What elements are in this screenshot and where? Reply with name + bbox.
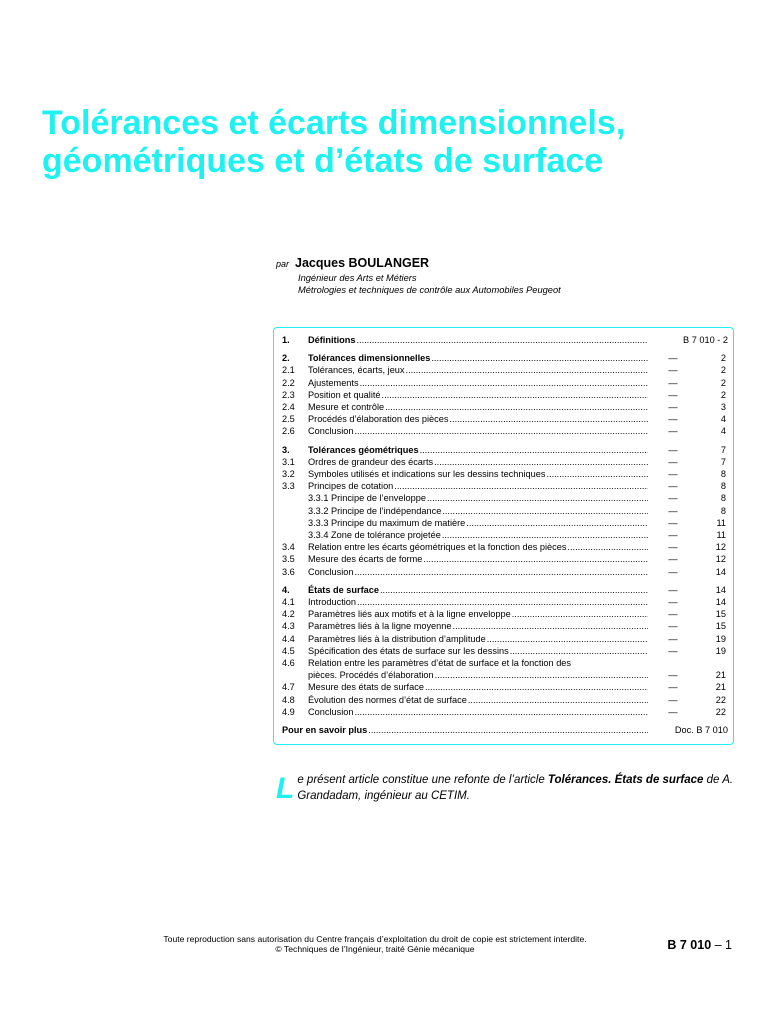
toc-label: Principes de cotation xyxy=(308,481,394,492)
toc-page: 11 xyxy=(716,517,726,528)
intro-text-2: de A. Grandadam, ingénieur au CETIM. xyxy=(297,774,734,802)
toc-label: Pour en savoir plus xyxy=(282,725,368,736)
toc-number: 4.5 xyxy=(282,645,295,656)
toc-row xyxy=(282,541,728,553)
toc-dash: — xyxy=(668,645,678,656)
toc-label: 3.3.3 Principe du maximum de matière xyxy=(308,517,466,528)
toc-row xyxy=(282,553,728,565)
toc-label: Conclusion xyxy=(308,426,354,437)
toc-dash: — xyxy=(668,377,678,388)
toc-label: Position et qualité xyxy=(308,389,381,400)
toc-label: Paramètres liés à la distribution d’amplitude xyxy=(308,633,486,644)
toc-number: 4.9 xyxy=(282,706,295,717)
author-par: par xyxy=(276,259,290,269)
intro-emphasis: Tolérances. États de surface xyxy=(547,774,704,786)
toc-dash: — xyxy=(668,694,678,705)
toc-number: 2. xyxy=(282,353,290,364)
toc-page: 2 xyxy=(720,365,726,376)
toc-page: 7 xyxy=(720,444,726,455)
toc-dash: — xyxy=(668,493,678,504)
toc-label: Ordres de grandeur des écarts xyxy=(308,456,434,467)
toc-dash: — xyxy=(668,706,678,717)
toc-row xyxy=(282,389,728,401)
toc-dash: — xyxy=(668,554,678,565)
toc-label: Conclusion xyxy=(308,706,354,717)
toc-dash: — xyxy=(668,597,678,608)
toc-page: 11 xyxy=(716,530,726,541)
toc-number: 2.2 xyxy=(282,377,295,388)
intro-paragraph xyxy=(276,772,738,804)
toc-page: 14 xyxy=(715,584,726,595)
toc-row xyxy=(282,444,728,456)
toc-row xyxy=(282,492,728,504)
toc-page: 15 xyxy=(715,609,726,620)
toc-dash: — xyxy=(668,414,678,425)
toc-row xyxy=(282,694,728,706)
toc-label: Évolution des normes d’état de surface xyxy=(308,694,467,705)
toc-dash: — xyxy=(668,670,678,681)
page-number: – 1 xyxy=(711,938,732,952)
toc-row xyxy=(282,425,728,437)
toc-number: 1. xyxy=(282,335,290,345)
toc-row xyxy=(282,364,728,376)
toc-row xyxy=(282,468,728,480)
toc-label: Introduction xyxy=(308,597,357,608)
toc-page: Doc. B 7 010 xyxy=(674,725,728,736)
toc-page: 12 xyxy=(715,554,726,565)
toc-row xyxy=(282,633,728,645)
drop-cap: L xyxy=(276,772,295,805)
toc-page: 7 xyxy=(720,456,726,467)
toc-page: 21 xyxy=(715,682,726,693)
toc-label: Paramètres liés aux motifs et à la ligne enveloppe xyxy=(308,609,511,620)
toc-number: 4. xyxy=(282,584,290,595)
toc-label: pièces. Procédés d’élaboration xyxy=(308,670,434,681)
toc-number: 3.4 xyxy=(282,542,295,553)
toc-row xyxy=(282,645,728,657)
toc-row xyxy=(282,352,728,364)
toc-dash: — xyxy=(668,542,678,553)
toc-label: Tolérances dimensionnelles xyxy=(308,353,431,364)
toc-number: 2.6 xyxy=(282,426,295,437)
title-line-1: Tolérances et écarts dimensionnels, xyxy=(42,104,626,142)
toc-dash: — xyxy=(668,426,678,437)
toc-dash: — xyxy=(668,530,678,541)
toc-label: Symboles utilisés et indications sur les dessins techniques xyxy=(308,469,546,480)
toc-page: 22 xyxy=(715,706,726,717)
toc-row xyxy=(282,505,728,517)
toc-page: 8 xyxy=(720,505,726,516)
toc-label: États de surface xyxy=(308,584,379,595)
toc-label: Tolérances géométriques xyxy=(308,444,419,455)
toc-label: Conclusion xyxy=(308,566,354,577)
toc-page: 12 xyxy=(715,542,726,553)
toc-row xyxy=(282,334,728,346)
toc-page: 4 xyxy=(720,426,726,437)
toc-label: Mesure des écarts de forme xyxy=(308,554,423,565)
toc-page: 4 xyxy=(720,414,726,425)
toc-number: 3.2 xyxy=(282,469,295,480)
title-line-2: géométriques et d’états de surface xyxy=(42,142,604,180)
toc-page: 19 xyxy=(715,633,726,644)
toc-dash: — xyxy=(668,389,678,400)
toc-row xyxy=(282,608,728,620)
page-reference xyxy=(667,938,732,952)
toc-number: 3. xyxy=(282,444,290,455)
table-of-contents xyxy=(273,327,734,745)
toc-dash: — xyxy=(668,584,678,595)
toc-page: 2 xyxy=(720,353,726,364)
toc-row xyxy=(282,480,728,492)
toc-page: 14 xyxy=(715,566,726,577)
toc-label: Ajustements xyxy=(308,377,359,388)
article-title xyxy=(42,104,752,180)
toc-dash: — xyxy=(668,621,678,632)
toc-row xyxy=(282,566,728,578)
toc-row xyxy=(282,669,728,681)
toc-row xyxy=(282,681,728,693)
toc-row xyxy=(282,517,728,529)
toc-page: 14 xyxy=(715,597,726,608)
toc-page: 8 xyxy=(720,481,726,492)
toc-dash: — xyxy=(668,517,678,528)
toc-dash: — xyxy=(668,353,678,364)
toc-number: 3.1 xyxy=(282,456,295,467)
toc-row xyxy=(282,706,728,718)
toc-label: Mesure des états de surface xyxy=(308,682,424,693)
toc-row xyxy=(282,584,728,596)
author-name: Jacques BOULANGER xyxy=(295,256,430,270)
toc-label: 3.3.2 Principe de l’indépendance xyxy=(308,505,442,516)
toc-dash: — xyxy=(668,481,678,492)
toc-number: 4.4 xyxy=(282,633,295,644)
toc-number: 2.5 xyxy=(282,414,295,425)
copyright-line-1: Toute reproduction sans autorisation du Centre français d’exploitation du droit de copie est strictement interdite. xyxy=(163,934,587,944)
toc-dash: — xyxy=(668,469,678,480)
toc-label: Paramètres liés à la ligne moyenne xyxy=(308,621,452,632)
toc-number: 4.7 xyxy=(282,682,295,693)
toc-row xyxy=(282,401,728,413)
toc-dash: — xyxy=(668,609,678,620)
toc-page: 22 xyxy=(715,694,726,705)
toc-page: 21 xyxy=(715,670,726,681)
toc-dash: — xyxy=(668,402,678,413)
copyright-notice xyxy=(110,934,640,954)
author-block xyxy=(276,255,746,296)
toc-row xyxy=(282,596,728,608)
toc-number: 4.2 xyxy=(282,609,295,620)
toc-label: Mesure et contrôle xyxy=(308,402,385,413)
author-title-2: Métrologies et techniques de contrôle aux Automobiles Peugeot xyxy=(298,285,561,295)
toc-dash: — xyxy=(668,682,678,693)
toc-dash: — xyxy=(668,365,678,376)
toc-row xyxy=(282,529,728,541)
intro-text-1: e présent article constitue une refonte de l’article xyxy=(297,774,548,786)
toc-number: 2.3 xyxy=(282,389,295,400)
copyright-line-2: © Techniques de l’Ingénieur, traité Génie mécanique xyxy=(275,944,475,954)
toc-page: 8 xyxy=(720,493,726,504)
toc-dash: — xyxy=(668,456,678,467)
toc-row xyxy=(282,377,728,389)
toc-page: 8 xyxy=(720,469,726,480)
toc-page: 2 xyxy=(720,377,726,388)
toc-dash: — xyxy=(668,633,678,644)
toc-row xyxy=(282,413,728,425)
toc-row xyxy=(282,456,728,468)
toc-label: 3.3.4 Zone de tolérance projetée xyxy=(308,530,441,541)
toc-label: Relation entre les paramètres d’état de surface et la fonction des xyxy=(308,658,572,669)
toc-dash: — xyxy=(668,566,678,577)
toc-row xyxy=(282,724,728,736)
toc-page: B 7 010 - 2 xyxy=(683,335,728,345)
toc-number: 4.8 xyxy=(282,694,295,705)
toc-page: 2 xyxy=(720,389,726,400)
toc-number: 4.1 xyxy=(282,597,295,608)
toc-row xyxy=(282,620,728,632)
author-title-1: Ingénieur des Arts et Métiers xyxy=(298,273,417,283)
toc-dash: — xyxy=(668,505,678,516)
toc-number: 3.3 xyxy=(282,481,295,492)
toc-row xyxy=(282,657,728,669)
toc-label: Relation entre les écarts géométriques et la fonction des pièces xyxy=(308,542,567,553)
toc-label: Procédés d’élaboration des pièces xyxy=(308,414,449,425)
toc-number: 2.1 xyxy=(282,365,295,376)
toc-label: Définitions xyxy=(308,335,356,345)
toc-label: Spécification des états de surface sur les dessins xyxy=(308,645,509,656)
toc-number: 3.6 xyxy=(282,566,295,577)
toc-dash: — xyxy=(668,444,678,455)
toc-number: 4.3 xyxy=(282,621,295,632)
toc-page: 19 xyxy=(715,645,726,656)
toc-label: 3.3.1 Principe de l’enveloppe xyxy=(308,493,426,504)
toc-number: 4.6 xyxy=(282,658,295,669)
toc-number: 2.4 xyxy=(282,402,295,413)
toc-label: Tolérances, écarts, jeux xyxy=(308,365,405,376)
toc-number: 3.5 xyxy=(282,554,295,565)
toc-page: 15 xyxy=(715,621,726,632)
document-code: B 7 010 xyxy=(667,938,712,952)
toc-page: 3 xyxy=(720,402,726,413)
